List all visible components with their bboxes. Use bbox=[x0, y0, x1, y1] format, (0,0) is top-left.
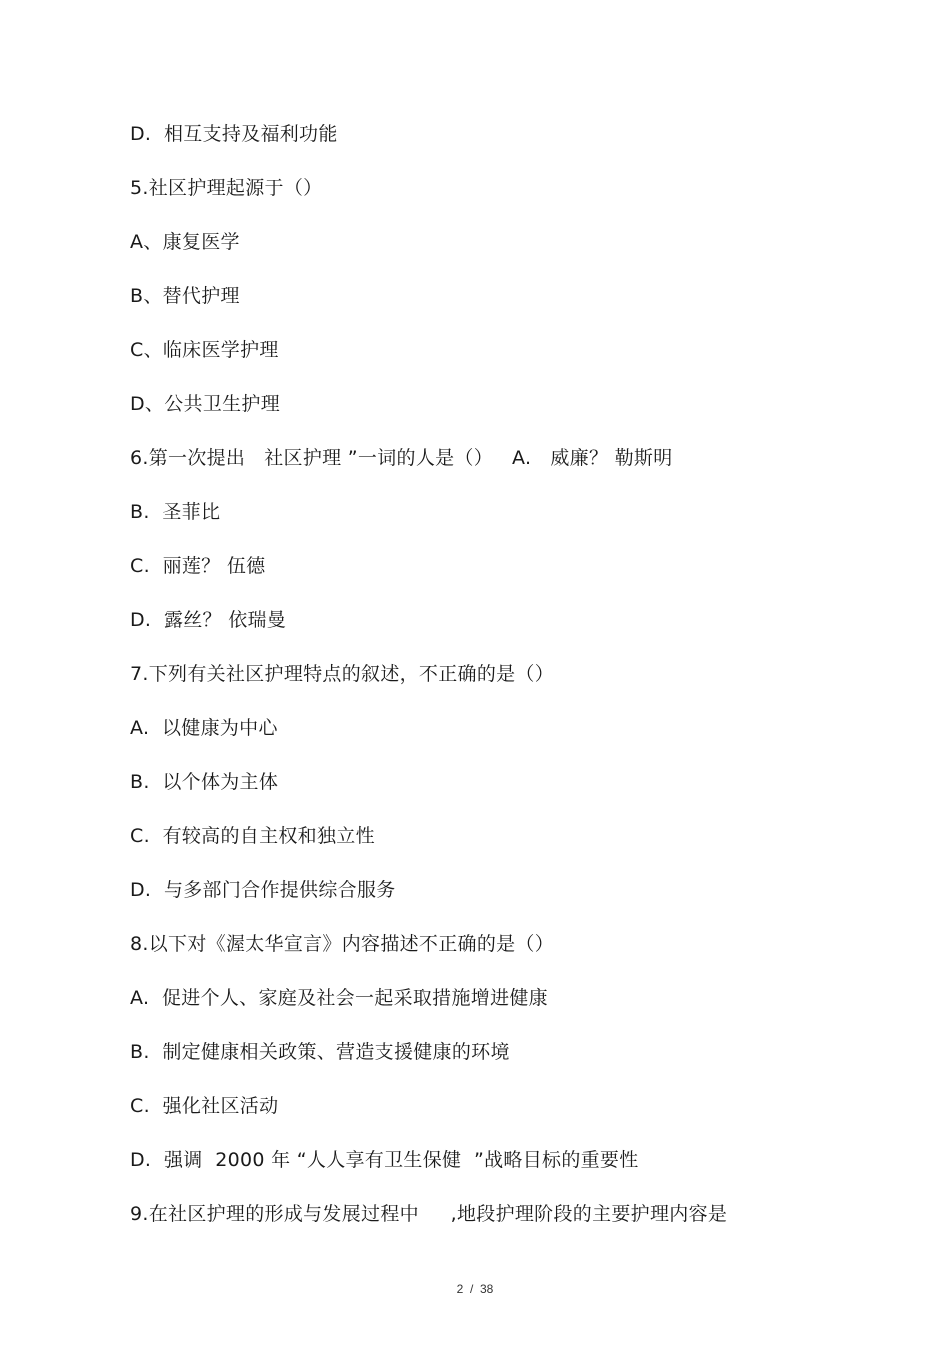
option-7d: D. 与多部门合作提供综合服务 bbox=[130, 879, 396, 901]
question-8: 8.以下对《渥太华宣言》内容描述不正确的是（） bbox=[130, 933, 555, 955]
question-6: 6.第一次提出 社区护理 ”一词的人是（） A. 威廉？ 勒斯明 bbox=[130, 447, 673, 469]
question-5: 5.社区护理起源于（） bbox=[130, 177, 323, 199]
option-6d: D. 露丝？ 依瑞曼 bbox=[130, 609, 287, 631]
option-8a: A. 促进个人、家庭及社会一起采取措施增进健康 bbox=[130, 987, 548, 1009]
option-5c: C、临床医学护理 bbox=[130, 339, 279, 361]
option-8b: B. 制定健康相关政策、营造支援健康的环境 bbox=[130, 1041, 510, 1063]
option-6b: B. 圣菲比 bbox=[130, 501, 221, 523]
question-9: 9.在社区护理的形成与发展过程中 ,地段护理阶段的主要护理内容是 bbox=[130, 1203, 728, 1225]
page-number: 2 / 38 bbox=[456, 1282, 494, 1296]
option-8c: C. 强化社区活动 bbox=[130, 1095, 279, 1117]
option-5a: A、康复医学 bbox=[130, 231, 240, 253]
option-8d: D. 强调 2000 年 “人人享有卫生保健 ”战略目标的重要性 bbox=[130, 1149, 639, 1171]
option-7c: C. 有较高的自主权和独立性 bbox=[130, 825, 375, 847]
question-7: 7.下列有关社区护理特点的叙述，不正确的是（） bbox=[130, 663, 555, 685]
option-7a: A. 以健康为中心 bbox=[130, 717, 278, 739]
option-4d: D. 相互支持及福利功能 bbox=[130, 123, 338, 145]
option-5d: D、公共卫生护理 bbox=[130, 393, 281, 415]
option-7b: B. 以个体为主体 bbox=[130, 771, 279, 793]
option-5b: B、替代护理 bbox=[130, 285, 240, 307]
option-6c: C. 丽莲？ 伍德 bbox=[130, 555, 266, 577]
